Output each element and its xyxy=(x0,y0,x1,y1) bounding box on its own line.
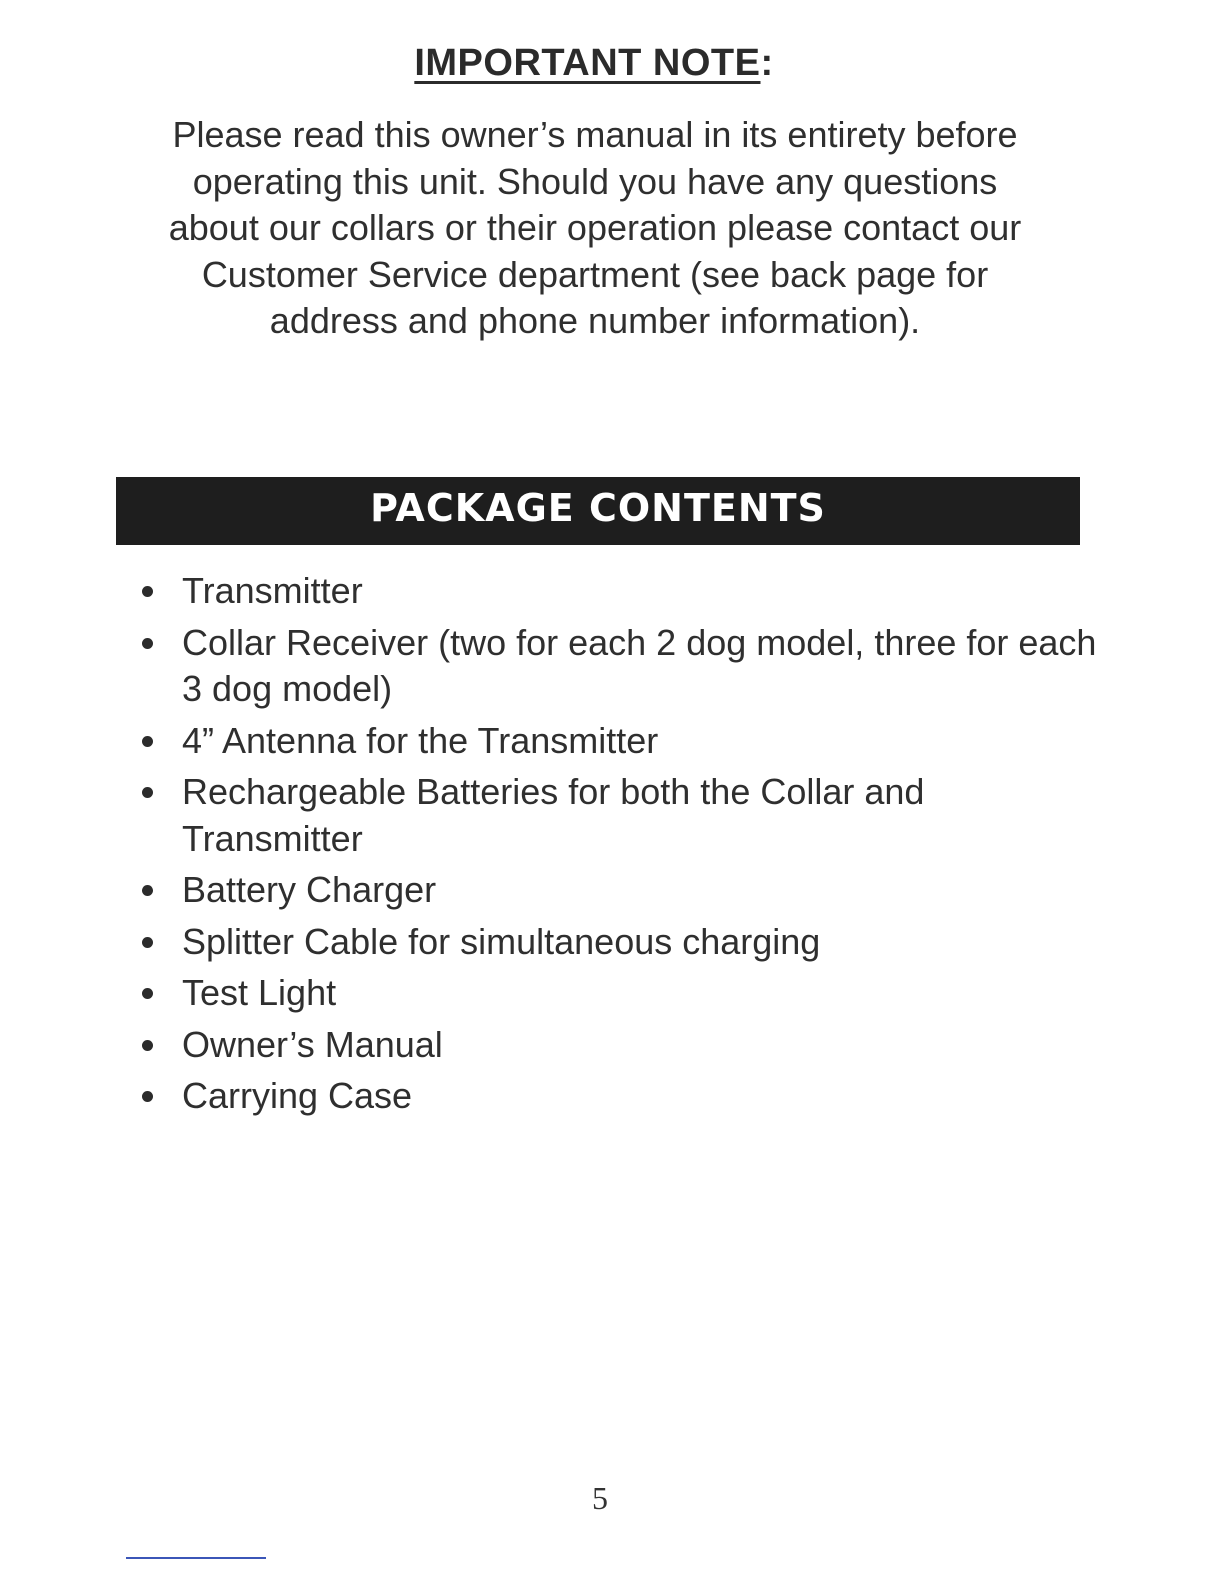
list-item xyxy=(140,970,1100,1017)
bullet-icon xyxy=(142,586,153,597)
list-item-text: 4” Antenna for the Transmitter xyxy=(182,719,659,761)
important-note-title xyxy=(0,42,1188,85)
important-note-title-text: IMPORTANT NOTE xyxy=(414,42,761,84)
list-item xyxy=(140,620,1100,713)
list-item-text: Owner’s Manual xyxy=(182,1023,443,1065)
package-contents-banner xyxy=(116,477,1080,545)
important-note-body: Please read this owner’s manual in its entirety before operating this unit. Should you have any questions about our collars or their operation please contact our Customer Service department (see back page for address and phone number information). xyxy=(168,114,1022,341)
list-item xyxy=(140,1022,1100,1069)
list-item-text: Splitter Cable for simultaneous charging xyxy=(182,920,821,962)
list-item xyxy=(140,1073,1100,1120)
bullet-icon xyxy=(142,638,153,649)
list-item-text: Carrying Case xyxy=(182,1075,413,1116)
list-item xyxy=(140,919,1100,966)
package-contents-heading: PACKAGE CONTENTS xyxy=(370,486,826,530)
list-item-text: Battery Charger xyxy=(182,869,437,910)
list-item xyxy=(140,867,1100,914)
package-contents-list xyxy=(140,568,1100,1125)
list-item-text: Collar Receiver (two for each 2 dog model, three for each 3 dog model) xyxy=(182,621,1097,709)
bullet-icon xyxy=(142,885,153,896)
bullet-icon xyxy=(142,1091,153,1102)
list-item-text: Test Light xyxy=(182,972,337,1013)
bullet-icon xyxy=(142,937,153,948)
bullet-icon xyxy=(142,787,153,798)
important-note-title-colon: : xyxy=(760,42,774,84)
footer-divider xyxy=(126,1557,266,1559)
list-item xyxy=(140,718,1100,765)
page-number: 5 xyxy=(592,1480,608,1516)
bullet-icon xyxy=(142,1040,153,1051)
bullet-icon xyxy=(142,736,153,747)
list-item-text: Rechargeable Batteries for both the Collar and Transmitter xyxy=(182,771,925,859)
list-item-text: Transmitter xyxy=(182,570,363,611)
list-item xyxy=(140,769,1100,862)
bullet-icon xyxy=(142,988,153,999)
list-item xyxy=(140,568,1100,615)
